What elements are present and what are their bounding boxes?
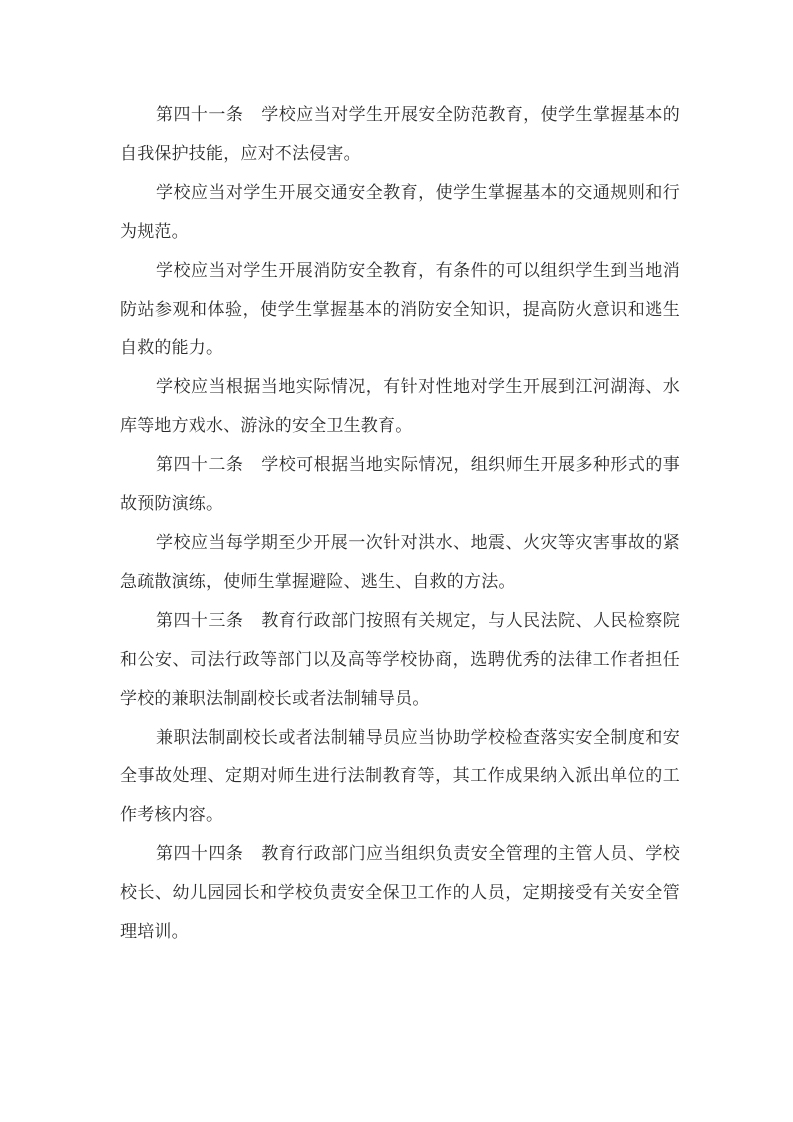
article-number: 第四十一条: [156, 105, 244, 125]
paragraph-article-43: [120, 602, 680, 719]
paragraph-text: 学校应当根据当地实际情况，有针对性地对学生开展到江河湖海、水库等地方戏水、游泳的安全卫生教育。: [120, 377, 680, 437]
paragraph-text: 学校应当每学期至少开展一次针对洪水、地震、火灾等灾害事故的紧急疏散演练，使师生掌握避险、逃生、自救的方法。: [120, 532, 680, 592]
paragraph-evacuation-drill: [120, 524, 680, 602]
paragraph-fire-safety: [120, 252, 680, 369]
paragraph-text: 教育行政部门应当组织负责安全管理的主管人员、学校校长、幼儿园园长和学校负责安全保卫工作的人员，定期接受有关安全管理培训。: [120, 844, 680, 943]
paragraph-article-41: [120, 96, 680, 174]
document-page: [120, 96, 680, 952]
paragraph-legal-counselor: [120, 719, 680, 836]
article-number: 第四十二条: [156, 455, 244, 476]
paragraph-article-44: [120, 835, 680, 952]
paragraph-text: 兼职法制副校长或者法制辅导员应当协助学校检查落实安全制度和安全事故处理、定期对师生进行法制教育等，其工作成果纳入派出单位的工作考核内容。: [120, 727, 680, 826]
paragraph-text: 学校应当对学生开展消防安全教育，有条件的可以组织学生到当地消防站参观和体验，使学生掌握基本的消防安全知识，提高防火意识和逃生自救的能力。: [120, 260, 680, 359]
paragraph-text: 教育行政部门按照有关规定，与人民法院、人民检察院和公安、司法行政等部门以及高等学校协商，选聘优秀的法律工作者担任学校的兼职法制副校长或者法制辅导员。: [120, 610, 680, 709]
paragraph-traffic-safety: [120, 174, 680, 252]
article-number: 第四十四条: [156, 844, 244, 865]
paragraph-text: 学校可根据当地实际情况，组织师生开展多种形式的事故预防演练。: [120, 455, 680, 515]
paragraph-article-42: [120, 446, 680, 524]
paragraph-water-safety: [120, 368, 680, 446]
paragraph-text: 学校应当对学生开展交通安全教育，使学生掌握基本的交通规则和行为规范。: [120, 182, 680, 242]
article-number: 第四十三条: [156, 610, 244, 631]
paragraph-text: 学校应当对学生开展安全防范教育，使学生掌握基本的自我保护技能，应对不法侵害。: [120, 105, 680, 164]
